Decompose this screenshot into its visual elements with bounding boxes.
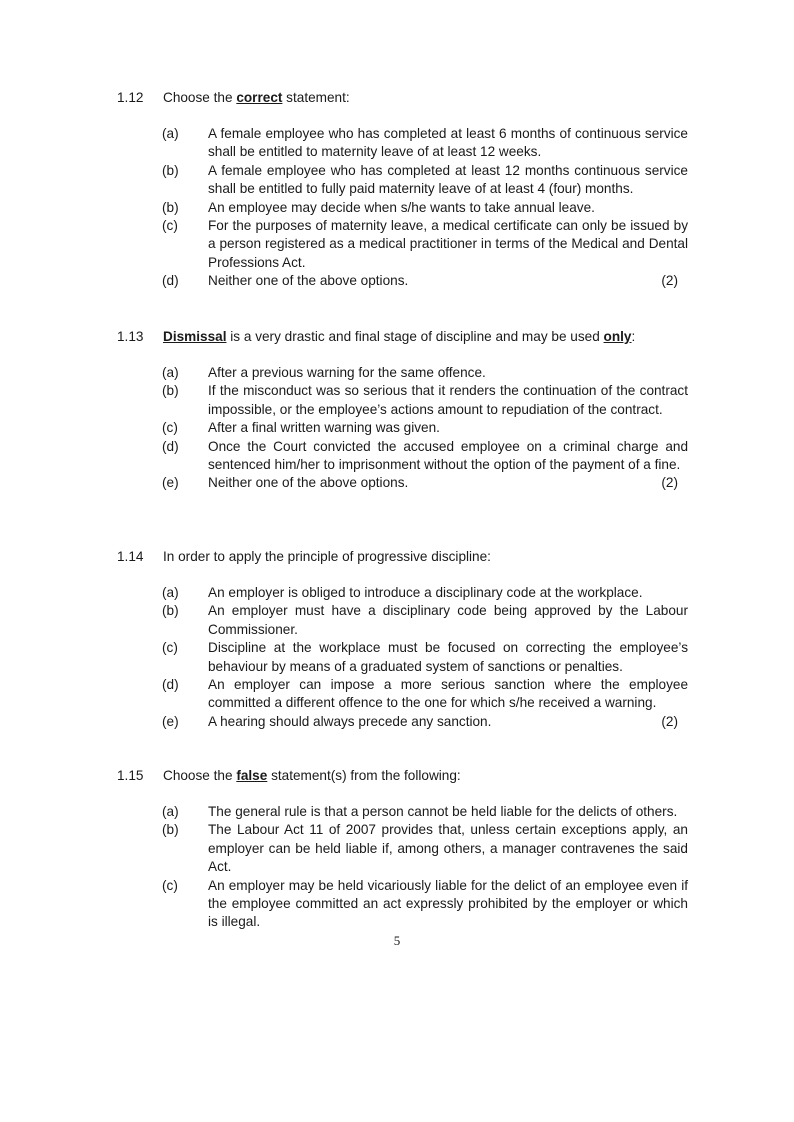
option-label: (c)	[162, 640, 178, 656]
option-label: (b)	[162, 199, 179, 215]
option	[117, 272, 697, 290]
option-text: After a final written warning was given.	[208, 420, 440, 436]
option	[117, 639, 697, 676]
question-text: Dismissal is a very drastic and final stage of discipline and may be used only:	[163, 329, 636, 344]
option-label: (d)	[162, 273, 179, 289]
option	[117, 419, 697, 437]
option	[117, 474, 697, 492]
option-label: (b)	[162, 383, 179, 399]
option	[117, 199, 697, 217]
option-text: Once the Court convicted the accused employee on a criminal charge and sentenced him/her to imprisonment without the option of the payment of a fine.	[208, 438, 688, 473]
option	[117, 803, 697, 821]
option-label: (c)	[162, 877, 178, 893]
option	[117, 162, 697, 199]
option	[117, 584, 697, 602]
option-text: For the purposes of maternity leave, a medical certificate can only be issued by a person registered as a medical practitioner in terms of the Medical and Dental Professions Act.	[208, 218, 688, 270]
option-label: (a)	[162, 126, 179, 141]
option-text: Discipline at the workplace must be focused on correcting the employee’s behaviour by means of a graduated system of sanctions or penalties.	[208, 640, 688, 674]
question-number: 1.13	[117, 329, 144, 344]
question-heading	[117, 767, 697, 786]
option-text: A hearing should always precede any sanction.	[208, 713, 492, 729]
option-label: (e)	[162, 713, 179, 729]
question-heading	[117, 548, 697, 567]
marks-allocation: (2)	[661, 273, 678, 289]
question-heading	[117, 328, 697, 347]
option	[117, 382, 697, 419]
option	[117, 125, 697, 162]
option-text: An employee may decide when s/he wants to take annual leave.	[208, 199, 595, 215]
question-1-13	[117, 328, 697, 493]
option-text: The general rule is that a person cannot be held liable for the delicts of others.	[208, 804, 678, 819]
question-heading	[117, 89, 697, 108]
option-label: (c)	[162, 218, 178, 234]
option-text: The Labour Act 11 of 2007 provides that, unless certain exceptions apply, an employer can be held liable if, among others, a manager contravenes the said Act.	[208, 822, 688, 875]
question-text: Choose the false statement(s) from the following:	[163, 768, 461, 783]
option-label: (e)	[162, 475, 179, 491]
option-text: A female employee who has completed at least 12 months continuous service shall be entitled to fully paid maternity leave of at least 4 (four) months.	[208, 162, 688, 197]
emphasis-word: false	[236, 768, 268, 783]
option-text: Neither one of the above options.	[208, 475, 409, 491]
option-label: (a)	[162, 365, 179, 380]
option-text: An employer can impose a more serious sanction where the employee committed a different offence to the one for which s/he received a warning.	[208, 677, 688, 711]
option-list	[117, 125, 697, 291]
option-list	[117, 584, 697, 731]
question-text: Choose the correct statement:	[163, 90, 350, 105]
option-label: (a)	[162, 804, 179, 819]
option-list	[117, 364, 697, 493]
emphasis-word: correct	[236, 90, 283, 105]
question-number: 1.12	[117, 90, 144, 105]
option	[117, 877, 697, 932]
option-label: (c)	[162, 420, 178, 436]
question-1-12	[117, 89, 697, 291]
marks-allocation: (2)	[661, 713, 678, 729]
option	[117, 438, 697, 475]
option-label: (d)	[162, 438, 179, 454]
option-list	[117, 803, 697, 932]
option-text: After a previous warning for the same offence.	[208, 365, 486, 380]
option-text: Neither one of the above options.	[208, 273, 409, 289]
page-number: 5	[393, 933, 401, 948]
option-label: (b)	[162, 162, 179, 178]
question-1-15	[117, 767, 697, 932]
option-label: (a)	[162, 585, 179, 600]
option-text: An employer may be held vicariously liable for the delict of an employee even if the employee committed an act expressly prohibited by the employer or which is illegal.	[208, 877, 688, 930]
question-text: In order to apply the principle of progressive discipline:	[163, 549, 491, 564]
option-text: If the misconduct was so serious that it renders the continuation of the contract impossible, or the employee’s actions amount to repudiation of the contract.	[208, 383, 688, 417]
option	[117, 217, 697, 272]
question-1-14	[117, 548, 697, 731]
option-label: (b)	[162, 603, 179, 619]
option	[117, 821, 697, 876]
marks-allocation: (2)	[661, 475, 678, 491]
option	[117, 602, 697, 639]
option	[117, 676, 697, 713]
option-label: (b)	[162, 822, 179, 838]
emphasis-word: only	[603, 329, 632, 344]
question-number: 1.14	[117, 549, 144, 564]
emphasis-word: Dismissal	[163, 329, 227, 344]
option-label: (d)	[162, 677, 179, 693]
question-number: 1.15	[117, 768, 144, 783]
option-text: An employer is obliged to introduce a disciplinary code at the workplace.	[208, 585, 643, 600]
option-text: An employer must have a disciplinary code being approved by the Labour Commissioner.	[208, 603, 688, 637]
option	[117, 713, 697, 731]
option-text: A female employee who has completed at least 6 months of continuous service shall be entitled to maternity leave of at least 12 weeks.	[208, 126, 688, 160]
option	[117, 364, 697, 382]
